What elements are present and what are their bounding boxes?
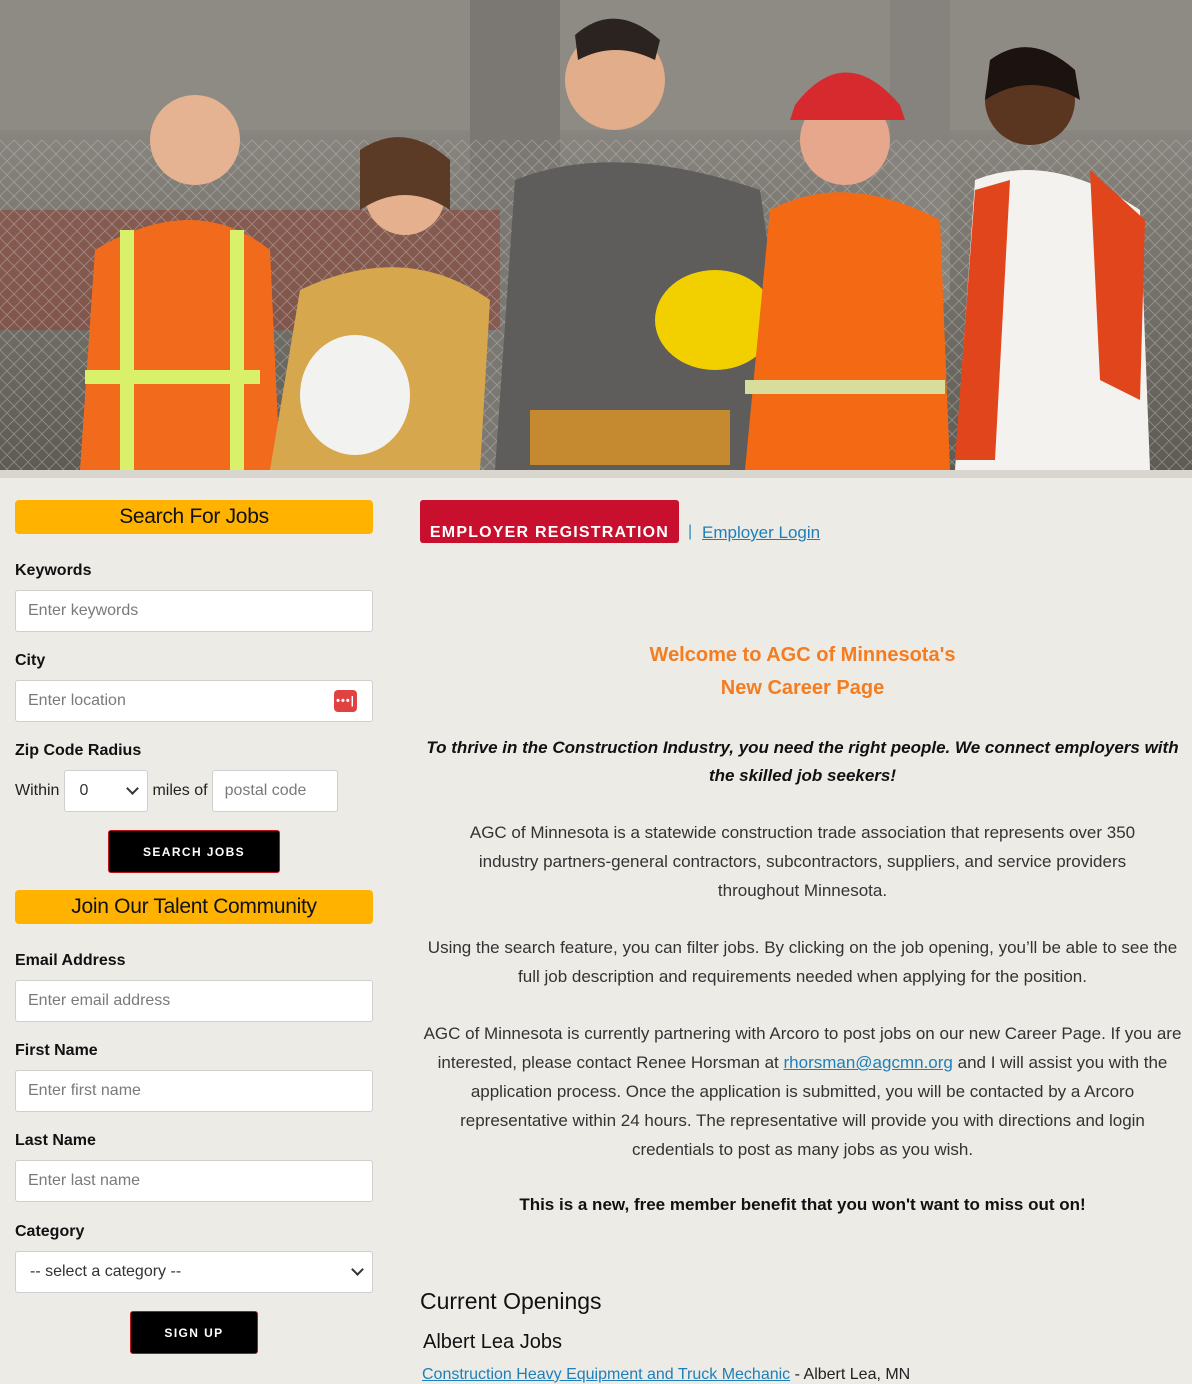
zip-radius-label: Zip Code Radius <box>15 742 142 759</box>
partner-paragraph <box>420 1019 1185 1164</box>
tagline: To thrive in the Construction Industry, you need the right people. We connect employers with the skilled job seekers! <box>426 738 1179 785</box>
welcome-line-2: New Career Page <box>720 677 885 699</box>
city-input[interactable] <box>15 680 373 722</box>
employer-registration-button[interactable]: EMPLOYER REGISTRATION <box>420 500 679 543</box>
first-name-label: First Name <box>15 1042 98 1059</box>
job-listing <box>422 1366 910 1384</box>
radius-row <box>15 770 373 812</box>
keywords-input[interactable] <box>15 590 373 632</box>
city-label: City <box>15 652 46 669</box>
miles-of-text: miles of <box>152 782 208 799</box>
link-separator: | <box>688 523 693 540</box>
chevron-down-icon <box>127 782 140 795</box>
sidebar <box>15 500 373 1354</box>
radius-select[interactable] <box>64 770 148 812</box>
last-name-input[interactable] <box>15 1160 373 1202</box>
category-select[interactable] <box>15 1251 373 1293</box>
chevron-down-icon <box>351 1263 364 1276</box>
job-title-link[interactable]: Construction Heavy Equipment and Truck Mechanic <box>422 1366 791 1383</box>
employer-login-link[interactable]: Employer Login <box>702 523 821 542</box>
email-label: Email Address <box>15 952 126 969</box>
hero-image <box>0 0 1192 470</box>
search-jobs-header: Search For Jobs <box>15 500 373 534</box>
category-label: Category <box>15 1223 85 1240</box>
construction-workers-photo <box>0 0 1192 470</box>
welcome-line-1: Welcome to AGC of Minnesota's <box>649 644 956 666</box>
sign-up-button[interactable]: SIGN UP <box>130 1311 258 1354</box>
keywords-label: Keywords <box>15 562 92 579</box>
city-jobs-heading: Albert Lea Jobs <box>423 1331 562 1353</box>
last-name-label: Last Name <box>15 1132 96 1149</box>
job-location: - Albert Lea, MN <box>790 1366 911 1383</box>
first-name-input[interactable] <box>15 1070 373 1112</box>
hero-divider <box>0 470 1192 478</box>
location-autofill-icon[interactable]: •••| <box>334 690 357 712</box>
about-paragraph: AGC of Minnesota is a statewide construction trade association that represents over 350 industry partners-general contractors, subcontractors, suppliers, and service providers throughout Minnesota. <box>469 823 1136 900</box>
talent-community-header: Join Our Talent Community <box>15 890 373 924</box>
search-info-paragraph: Using the search feature, you can filter jobs. By clicking on the job opening, you’ll be able to see the full job description and requirements needed when applying for the position. <box>427 938 1178 986</box>
contact-email-link[interactable]: rhorsman@agcmn.org <box>783 1053 953 1072</box>
city-field <box>15 680 373 722</box>
partner-text-1: AGC of Minnesota is currently partnering with Arcoro to post jobs on our new Career Page. If you are interested, please contact Renee Horsman at <box>423 1024 1182 1072</box>
postal-code-input[interactable] <box>212 770 338 812</box>
search-jobs-button[interactable]: SEARCH JOBS <box>108 830 280 873</box>
email-input[interactable] <box>15 980 373 1022</box>
category-value: -- select a category -- <box>30 1263 182 1280</box>
partner-text-2: and I will assist you with the application process. Once the application is submitted, you will be contacted by a Arcoro representative within 24 hours. The representative will provide you with directions and login credentials to post as many jobs as you wish. <box>460 1053 1168 1159</box>
within-text: Within <box>15 782 60 799</box>
benefit-text: This is a new, free member benefit that you won't want to miss out on! <box>519 1195 1086 1214</box>
current-openings-heading: Current Openings <box>420 1288 602 1314</box>
radius-value: 0 <box>79 782 89 799</box>
